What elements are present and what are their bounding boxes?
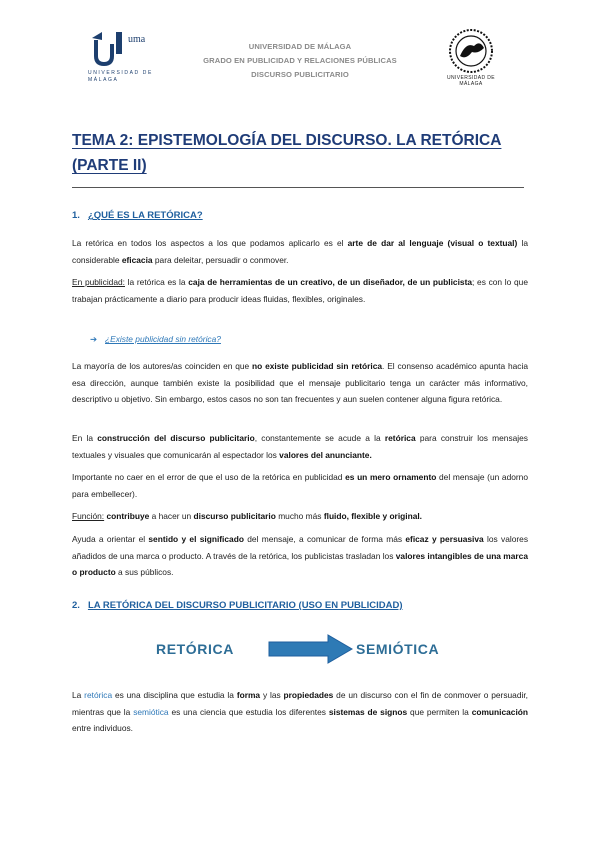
paragraph: [72, 274, 528, 307]
text-run: Ayuda a orientar el: [72, 534, 149, 544]
header-line-university: UNIVERSIDAD DE MÁLAGA: [248, 42, 352, 51]
text-run: es una disciplina que estudia la: [112, 690, 237, 700]
text-run: retórica: [384, 433, 416, 443]
seal-icon: [438, 28, 504, 74]
text-run: para construir los mensajes textuales y visuales que comunicarán al espectador los: [72, 433, 528, 460]
text-run: sentido y el significado: [148, 534, 244, 544]
text-run: sistemas de signos: [328, 706, 408, 717]
text-run: la retórica es la: [124, 277, 189, 287]
paragraph: [72, 687, 528, 737]
uma-logo: [88, 30, 154, 88]
section-1-title: ¿QUÉ ES LA RETÓRICA?: [87, 210, 203, 221]
paragraph: [72, 235, 528, 268]
text-run: ; es con lo que trabajan prácticamente a diario para producir ideas fluidas, flexibles, originales.: [72, 277, 528, 304]
section-1-number: 1.: [72, 210, 80, 221]
diagram-word-retorica: RETÓRICA: [156, 641, 234, 657]
section-2-heading: [72, 600, 403, 611]
text-run: para deleitar, persuadir o conmover.: [152, 254, 289, 265]
text-run: los valores añadidos de una marca o producto. A través de la retórica, los publicistas trasladan los: [72, 534, 529, 561]
paragraph: [72, 508, 528, 525]
text-run: Función:: [72, 511, 105, 521]
retorica-semiotica-diagram: [150, 630, 460, 670]
text-run: valores intangibles de una marca o producto: [72, 550, 528, 578]
text-run: forma: [236, 690, 261, 700]
text-run: del mensaje (un adorno para embellecer).: [72, 472, 528, 499]
text-run: caja de herramientas de un creativo, de un diseñador, de un publicista: [188, 277, 473, 287]
text-run: entre individuos.: [72, 723, 133, 734]
text-run: a hacer un: [149, 511, 194, 521]
document-title: TEMA 2: EPISTEMOLOGÍA DEL DISCURSO. LA RETÓRICA (PARTE II): [72, 132, 502, 174]
text-run: contribuye: [106, 511, 150, 521]
uma-logo-label: uma: [128, 34, 146, 45]
paragraph: [72, 531, 528, 581]
document-header: [180, 40, 420, 82]
text-run: fluido, flexible y original.: [323, 511, 423, 521]
text-run: la considerable: [72, 238, 528, 265]
paragraph: [72, 430, 528, 463]
arrow-right-icon: ➔: [90, 334, 98, 344]
question-link[interactable]: ¿Existe publicidad sin retórica?: [105, 334, 221, 344]
text-run: propiedades: [283, 690, 334, 700]
text-run: retórica: [84, 690, 113, 700]
paragraph: [72, 469, 528, 502]
text-run: mucho más: [275, 511, 324, 521]
text-run: discurso publicitario: [193, 511, 276, 521]
text-run: construcción del discurso publicitario: [97, 433, 255, 443]
text-run: , constantemente se acude a la: [254, 433, 385, 443]
header-line-degree: GRADO EN PUBLICIDAD Y RELACIONES PÚBLICAS: [203, 56, 397, 65]
text-run: no existe publicidad sin retórica: [252, 361, 383, 371]
text-run: En publicidad:: [72, 277, 125, 287]
diagram-word-semiotica: SEMIÓTICA: [356, 641, 440, 657]
header-line-subject: DISCURSO PUBLICITARIO: [251, 70, 349, 79]
text-run: comunicación: [471, 706, 529, 717]
title-divider: [72, 187, 524, 188]
text-run: valores del anunciante.: [279, 449, 372, 460]
text-run: En la: [72, 433, 98, 443]
left-logo-university-name: UNIVERSIDAD DE MÁLAGA: [88, 70, 153, 83]
right-logo-university-name: UNIVERSIDAD DE MÁLAGA: [446, 75, 496, 87]
text-run: eficaz y persuasiva: [405, 534, 484, 544]
text-run: y las: [260, 690, 284, 700]
text-run: La: [72, 690, 85, 700]
text-run: semiótica: [133, 706, 169, 717]
text-run: es una ciencia que estudia los diferentes: [168, 706, 329, 717]
text-run: que permiten la: [407, 706, 472, 717]
text-run: a sus públicos.: [115, 567, 174, 578]
paragraph: [72, 358, 528, 408]
text-run: La mayoría de los autores/as coinciden en que: [72, 361, 253, 371]
text-run: es un mero ornamento: [345, 472, 437, 482]
text-run: La retórica en todos los aspectos a los que podamos aplicarlo es el: [72, 238, 348, 248]
section-1-heading: [72, 210, 203, 221]
text-run: de un discurso con el fin de conmover o persuadir, mientras que la: [72, 690, 528, 717]
text-run: Importante no caer en el error de que el uso de la retórica en publicidad: [72, 472, 346, 482]
section-2-title: LA RETÓRICA DEL DISCURSO PUBLICITARIO (USO EN PUBLICIDAD): [87, 600, 403, 611]
university-seal-logo: [438, 28, 504, 88]
text-run: del mensaje, a comunicar de forma más: [243, 534, 406, 544]
arrow-right-icon: [268, 633, 354, 665]
text-run: arte de dar al lenguaje (visual o textual): [347, 238, 518, 248]
text-run: . El consenso académico apunta hacia esa dirección, aunque también existe la posibilidad que el mensaje publicitario tenga un carácter más informativo, descriptivo u objetivo. Sin embargo, estos casos no son tan frecuentes y aun suelen contener alguna figura retórica.: [72, 361, 528, 405]
bullet-question: [90, 334, 221, 344]
text-run: eficacia: [121, 254, 153, 265]
section-2-number: 2.: [72, 600, 80, 611]
